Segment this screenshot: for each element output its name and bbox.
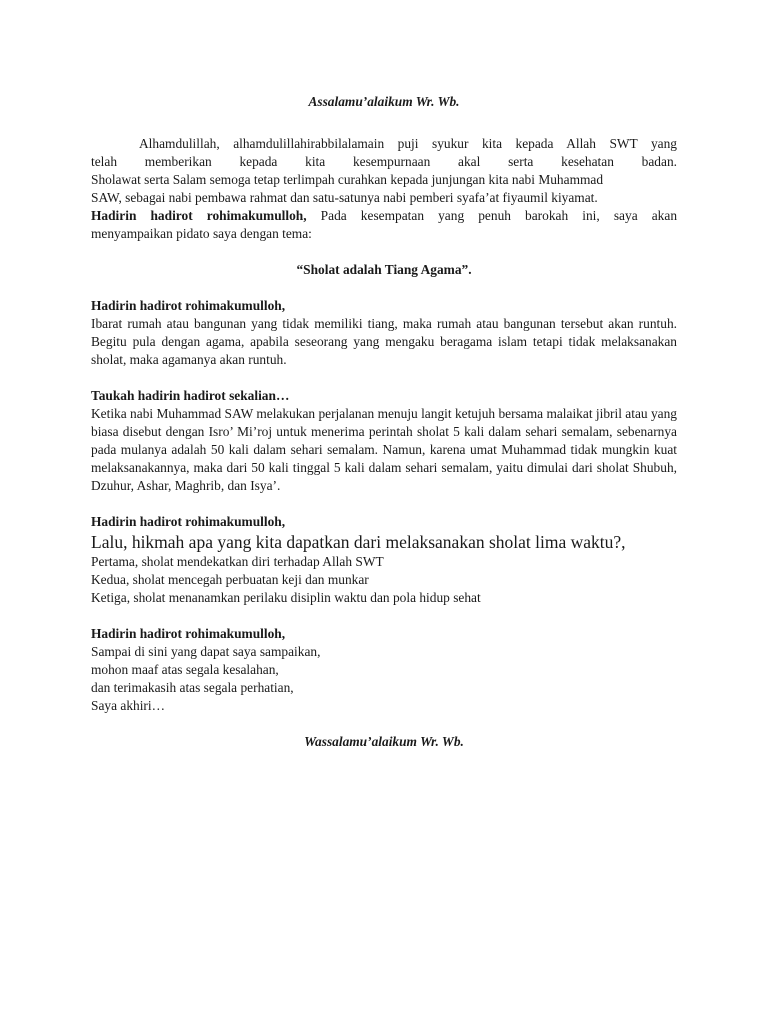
intro-line-5 (91, 207, 677, 225)
opening-greeting: Assalamu’alaikum Wr. Wb. (308, 94, 460, 109)
closing-line: Saya akhiri… (91, 698, 166, 713)
section-1-heading: Hadirin hadirot rohimakumulloh, (91, 298, 286, 313)
intro-address: Hadirin hadirot rohimakumulloh, (91, 208, 307, 223)
section-2-text: Ketika nabi Muhammad SAW melakukan perjalanan menuju langit ketujuh bersama malaikat jibril atau yang biasa disebut dengan Isro’ Mi’roj untuk menerima perintah sholat 5 kali dalam sehari semalam, sebenarnya pada mulanya adalah 50 kali dalam sehari semalam. Namun, karena umat Muhammad tidak mungkin kuat melaksanakannya, maka dari 50 kali tinggal 5 kali dalam sehari semalam, yaitu dimulai dari sholat Shubuh, Dzuhur, Ashar, Maghrib, dan Isya’. (91, 406, 677, 493)
section-3-question: Lalu, hikmah apa yang kita dapatkan dari melaksanakan sholat lima waktu?, (91, 532, 626, 552)
closing-line: dan terimakasih atas segala perhatian, (91, 680, 294, 695)
closing-greeting: Wassalamu’alaikum Wr. Wb. (304, 734, 464, 749)
document-page (91, 93, 677, 764)
intro-line-5-rest: Pada kesempatan yang penuh barokah ini, saya akan (306, 208, 678, 223)
closing-line: Sampai di sini yang dapat saya sampaikan, (91, 644, 321, 659)
closing-line: mohon maaf atas segala kesalahan, (91, 662, 279, 677)
section-1-text: Ibarat rumah atau bangunan yang tidak memiliki tiang, maka rumah atau bangunan tersebut akan runtuh. Begitu pula dengan agama, apabila seseorang yang mengaku beragama islam tetapi tidak melaksanakan sholat, maka agamanya akan runtuh. (91, 316, 677, 367)
section-1 (91, 297, 677, 369)
intro-line-2: telah memberikan kepada kita kesempurnaan akal serta kesehatan badan. (91, 154, 677, 169)
section-4-heading: Hadirin hadirot rohimakumulloh, (91, 626, 286, 641)
intro-line-4: SAW, sebagai nabi pembawa rahmat dan satu-satunya nabi pemberi syafa’at fiyaumil kiyamat. (91, 190, 598, 205)
intro-paragraph (91, 135, 677, 243)
list-item: Pertama, sholat mendekatkan diri terhadap Allah SWT (91, 554, 384, 569)
intro-line-3: Sholawat serta Salam semoga tetap terlimpah curahkan kepada junjungan kita nabi Muhammad (91, 172, 604, 187)
section-2-heading: Taukah hadirin hadirot sekalian… (91, 388, 290, 403)
section-3 (91, 513, 677, 607)
intro-line-1: Alhamdulillah, alhamdulillahirabbilalamain puji syukur kita kepada Allah SWT yang (139, 136, 677, 151)
section-2 (91, 387, 677, 495)
speech-theme: “Sholat adalah Tiang Agama”. (296, 262, 472, 277)
list-item: Kedua, sholat mencegah perbuatan keji dan munkar (91, 572, 369, 587)
section-4 (91, 625, 677, 715)
intro-line-6: menyampaikan pidato saya dengan tema: (91, 226, 312, 241)
list-item: Ketiga, sholat menanamkan perilaku disiplin waktu dan pola hidup sehat (91, 590, 481, 605)
section-3-heading: Hadirin hadirot rohimakumulloh, (91, 514, 286, 529)
